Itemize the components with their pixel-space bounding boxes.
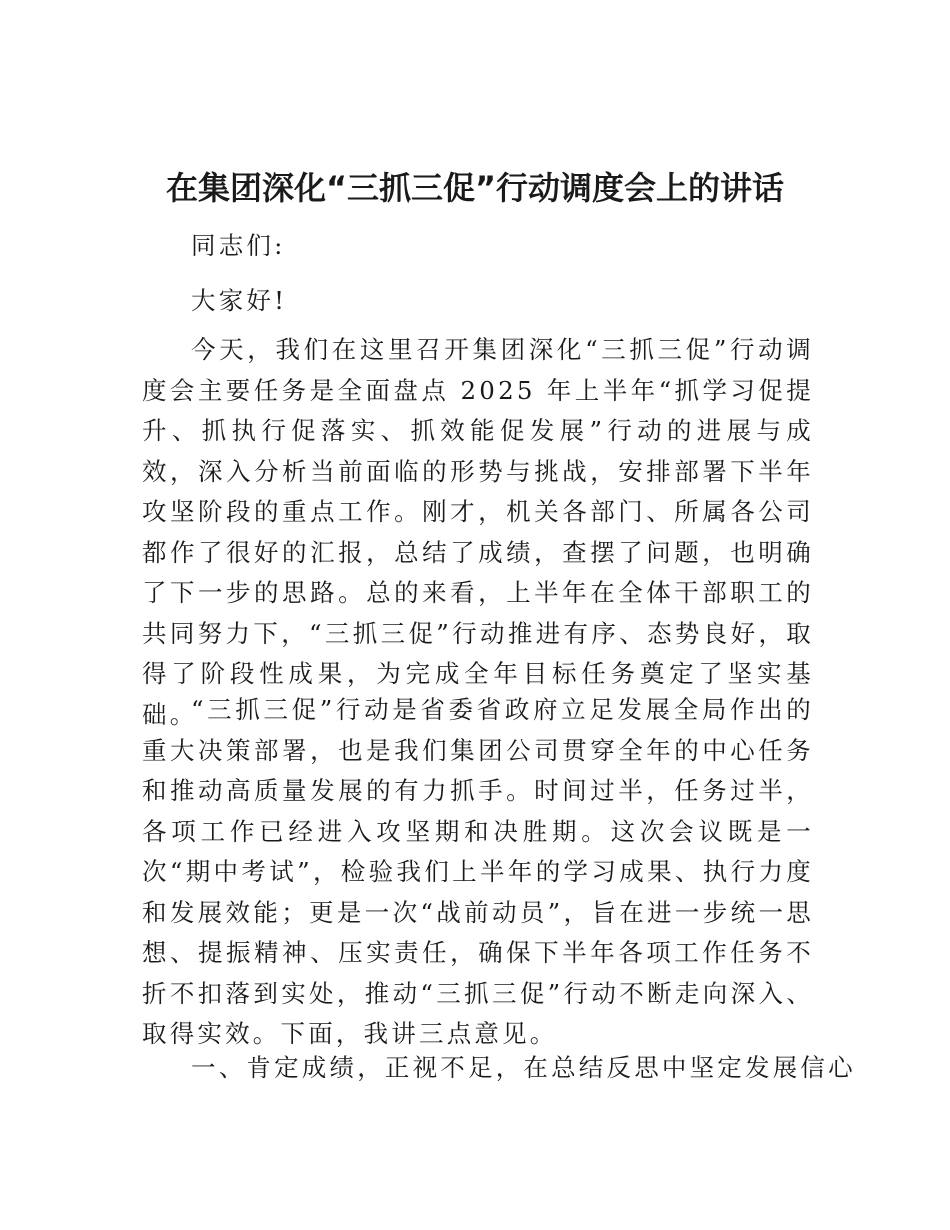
greeting-line: 大家好! — [191, 286, 288, 315]
paragraph-opening: 今天，我们在这里召开集团深化“三抓三促”行动调度会主要任务是全面盘点 2025 年上半年“抓学习促提升、抓执行促落实、抓效能促发展”行动的进展与成效，深入分析当前面临的形势与挑战，安排部署下半年攻坚阶段的重点工作。刚才，机关各部门、所属各公司都作了很好的汇报，总结了成绩，查摆了问题，也明确了下一步的思路。总的来看，上半年在全体干部职工的共同努力下，“三抓三促”行动推进有序、态势良好，取得了阶段性成果，为完成全年目标任务奠定了坚实基础。 — [142, 335, 814, 729]
section-heading: 一、肯定成绩，正视不足，在总结反思中坚定发展信心 — [191, 1053, 856, 1082]
paragraph-context: “三抓三促”行动是省委省政府立足发展全局作出的重大决策部署，也是我们集团公司贯穿全年的中心任务和推动高质量发展的有力抓手。时间过半，任务过半，各项工作已经进入攻坚期和决胜期。这次会议既是一次“期中考试”，检验我们上半年的学习成果、执行力度和发展效能；更是一次“战前动员”，旨在进一步统一思想、提振精神、压实责任，确保下半年各项工作任务不折不扣落到实处，推动“三抓三促”行动不断走向深入、取得实效。下面，我讲三点意见。 — [142, 695, 814, 1048]
salutation: 同志们: — [191, 231, 286, 260]
document-title: 在集团深化“三抓三促”行动调度会上的讲话 — [165, 169, 785, 207]
